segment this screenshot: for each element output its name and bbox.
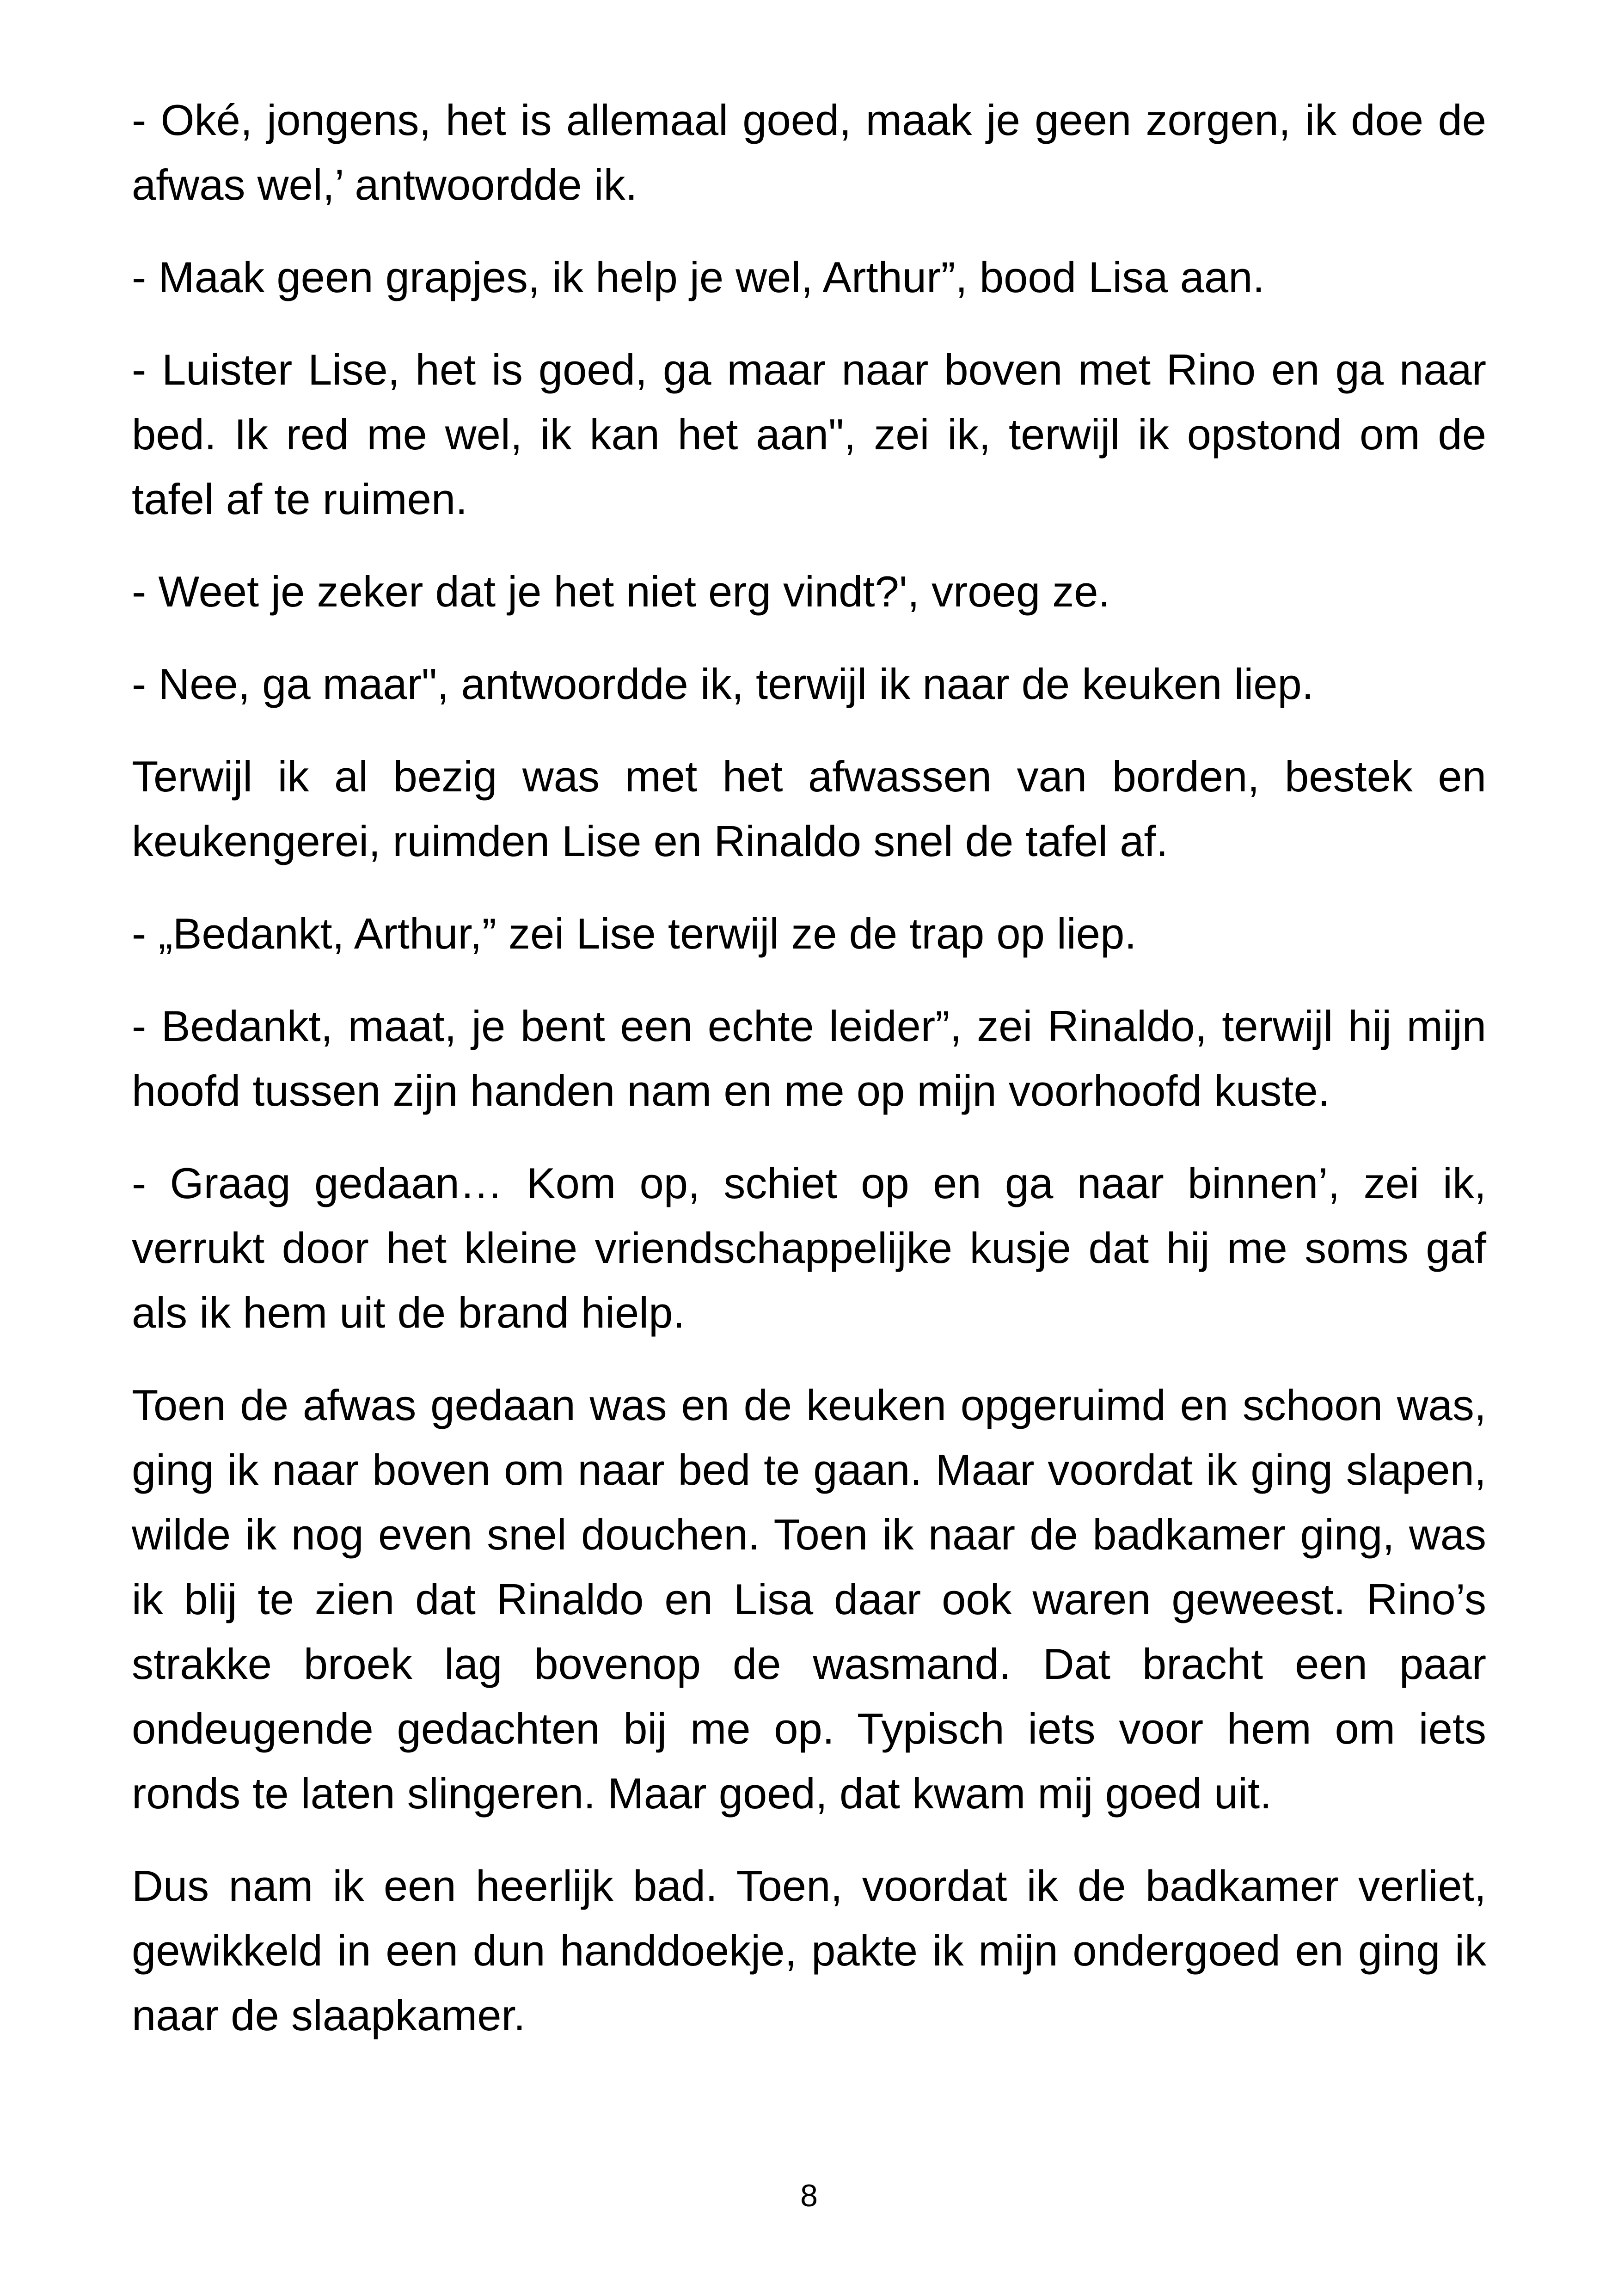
paragraph: - Nee, ga maar", antwoordde ik, terwijl ik naar de keuken liep. [132,660,1314,708]
paragraph: - Weet je zeker dat je het niet erg vindt?', vroeg ze. [132,567,1110,616]
page-number: 8 [800,2178,818,2213]
paragraph: Dus nam ik een heerlijk bad. Toen, voordat ik de badkamer verliet, gewikkeld in een dun handdoekje, pakte ik mijn ondergoed en ging ik naar de slaapkamer. [132,1861,1486,2039]
body-text [132,88,1486,2076]
paragraph: - Luister Lise, het is goed, ga maar naar boven met Rino en ga naar bed. Ik red me wel, ik kan het aan", zei ik, terwijl ik opstond om de tafel af te ruimen. [132,345,1486,523]
paragraph: - „Bedankt, Arthur,” zei Lise terwijl ze de trap op liep. [132,909,1137,958]
paragraph: Toen de afwas gedaan was en de keuken opgeruimd en schoon was, ging ik naar boven om naar bed te gaan. Maar voordat ik ging slapen, wilde ik nog even snel douchen. Toen ik naar de badkamer ging, was ik blij te zien dat Rinaldo en Lisa daar ook waren geweest. Rino’s strakke broek lag bovenop de wasmand. Dat bracht een paar ondeugende gedachten bij me op. Typisch iets voor hem om iets ronds te laten slingeren. Maar goed, dat kwam mij goed uit. [132,1381,1486,1818]
paragraph: - Maak geen grapjes, ik help je wel, Arthur”, bood Lisa aan. [132,253,1265,301]
paragraph: Terwijl ik al bezig was met het afwassen van borden, bestek en keukengerei, ruimden Lise en Rinaldo snel de tafel af. [132,752,1486,865]
paragraph: - Bedankt, maat, je bent een echte leider”, zei Rinaldo, terwijl hij mijn hoofd tussen zijn handen nam en me op mijn voorhoofd kuste. [132,1002,1486,1115]
paragraph: - Oké, jongens, het is allemaal goed, maak je geen zorgen, ik doe de afwas wel,’ antwoordde ik. [132,96,1486,209]
paragraph: - Graag gedaan… Kom op, schiet op en ga naar binnen’, zei ik, verrukt door het kleine vriendschappelijke kusje dat hij me soms gaf als ik hem uit de brand hielp. [132,1159,1486,1337]
